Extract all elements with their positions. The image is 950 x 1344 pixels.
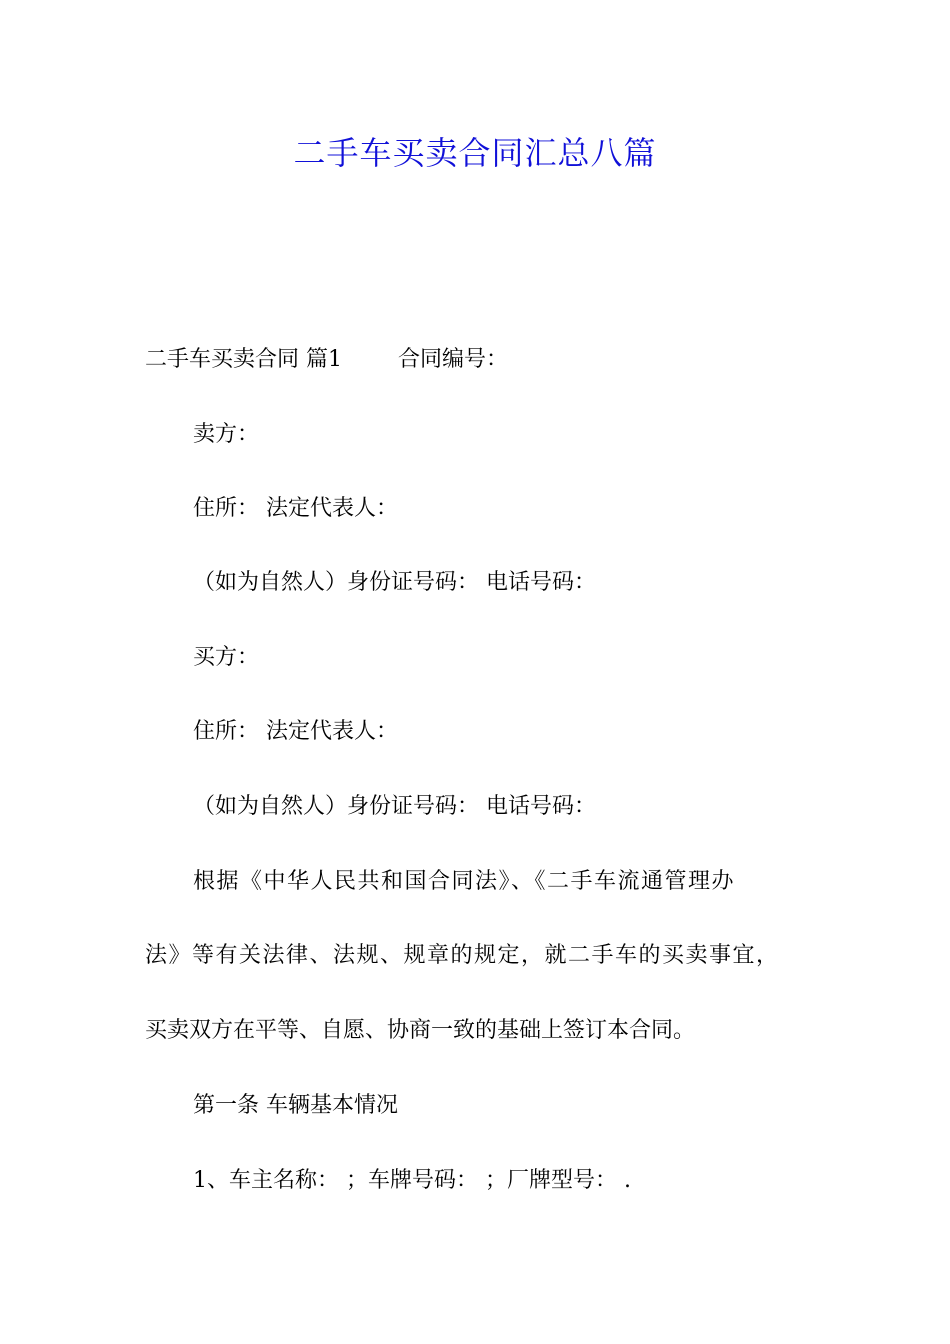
preamble-line-3: 买卖双方在平等、自愿、协商一致的基础上签订本合同。 bbox=[145, 1018, 696, 1043]
contract-heading: 二手车买卖合同 篇1 bbox=[145, 347, 342, 372]
contract-heading-line bbox=[145, 345, 508, 375]
article-1-item-1: 1、车主名称： ；车牌号码： ；厂牌型号： . bbox=[193, 1168, 631, 1193]
buyer-address-line: 住所： 法定代表人： bbox=[193, 719, 398, 744]
document-title: 二手车买卖合同汇总八篇 bbox=[293, 134, 657, 172]
seller-label: 卖方： bbox=[193, 422, 260, 447]
buyer-id-line: （如为自然人）身份证号码： 电话号码： bbox=[193, 794, 596, 819]
preamble-line-1: 根据《中华人民共和国合同法》、《二手车流通管理办 bbox=[193, 869, 736, 894]
contract-number-label: 合同编号： bbox=[398, 347, 509, 372]
seller-id-line: （如为自然人）身份证号码： 电话号码： bbox=[193, 570, 596, 595]
article-1-title: 第一条 车辆基本情况 bbox=[193, 1093, 398, 1118]
preamble-line-2: 法》等有关法律、法规、规章的规定，就二手车的买卖事宜， bbox=[145, 943, 780, 968]
buyer-label: 买方： bbox=[193, 645, 260, 670]
seller-address-line: 住所： 法定代表人： bbox=[193, 496, 398, 521]
